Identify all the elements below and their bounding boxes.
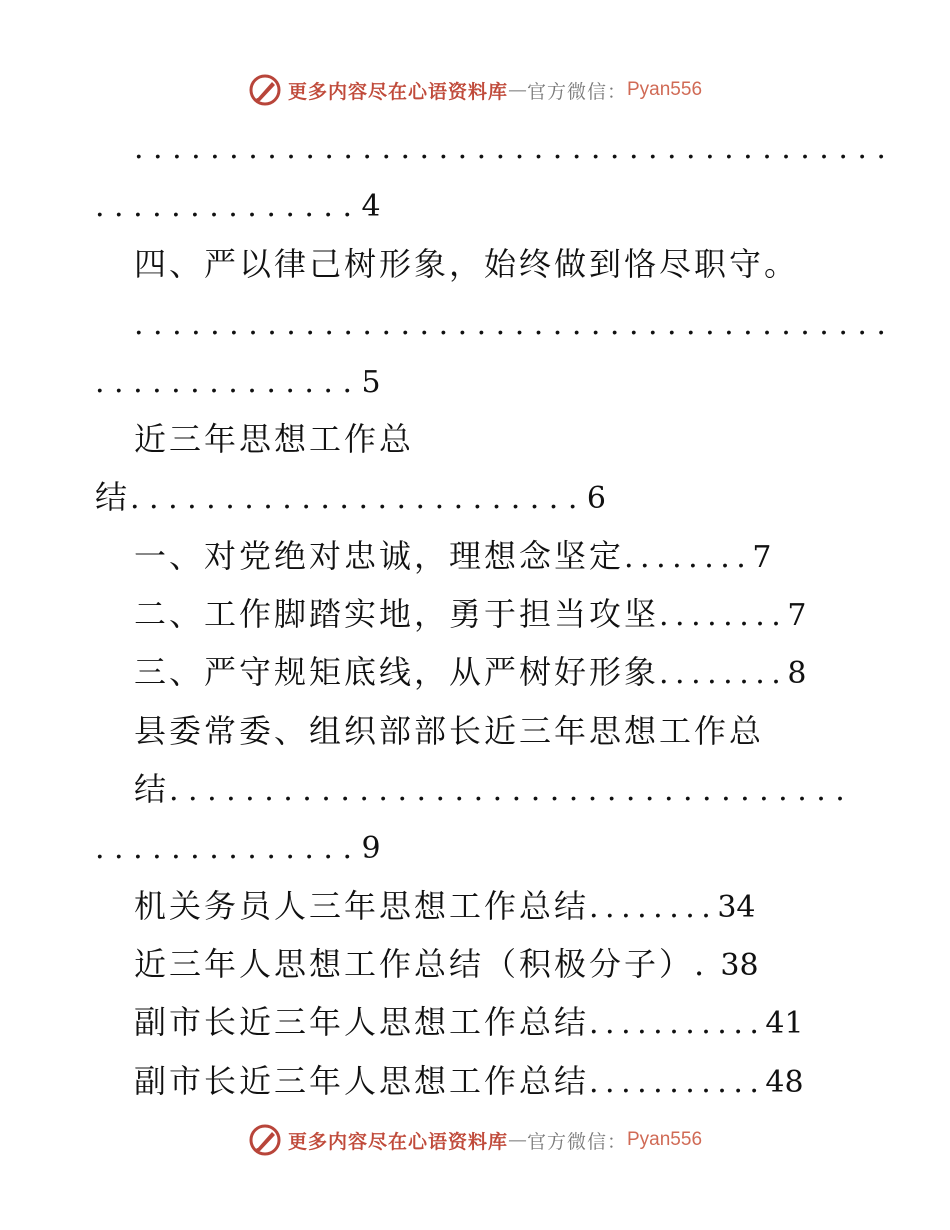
toc-page-number: 48 [765, 1065, 804, 1100]
toc-page-number: 4 [361, 189, 381, 224]
toc-page-number: 9 [361, 831, 381, 866]
toc-page-number: 6 [586, 481, 606, 516]
toc-page-number: 5 [361, 365, 381, 400]
toc-line [134, 886, 756, 928]
toc-line [134, 1002, 804, 1044]
toc-entry-title: 三、严守规矩底线，从严树好形象 [134, 653, 660, 691]
toc-line [134, 127, 895, 169]
toc-leader-dots: ........ [589, 890, 718, 925]
toc-line [134, 536, 771, 578]
toc-entry-title: 结 [95, 478, 131, 516]
toc-line [134, 711, 764, 751]
pen-logo-icon [248, 73, 282, 107]
watermark-separator: — [507, 79, 527, 101]
toc-line [95, 827, 381, 869]
toc-leader-dots: .............. [95, 189, 362, 224]
toc-entry-title: 一、对党绝对忠诚，理想念坚定 [134, 537, 625, 575]
toc-entry-title: 机关务员人三年思想工作总结 [134, 887, 590, 925]
toc-leader-dots: .............. [95, 365, 362, 400]
toc-leader-dots: ........................................ [134, 131, 896, 166]
toc-page-number: 41 [765, 1006, 804, 1041]
watermark-wechat-id: Pyan556 [627, 1129, 703, 1150]
watermark-main-text: 更多内容尽在心语资料库 [287, 80, 508, 103]
toc-line [95, 477, 606, 519]
toc-entry-title: 近三年思想工作总 [134, 420, 415, 458]
toc-line [134, 652, 806, 694]
watermark-separator: — [507, 1129, 527, 1151]
watermark-banner-top [0, 70, 950, 110]
toc-line [134, 419, 414, 459]
toc-leader-dots: ........... [589, 1006, 766, 1041]
toc-line [134, 594, 806, 636]
toc-entry-title: 二、工作脚踏实地，勇于担当攻坚 [134, 595, 660, 633]
toc-line [134, 1061, 804, 1103]
toc-page-number: 8 [787, 656, 807, 691]
watermark-label: 官方微信： [526, 80, 627, 103]
watermark-banner-bottom [0, 1120, 950, 1160]
toc-line [95, 361, 381, 403]
toc-leader-dots: .............. [95, 831, 362, 866]
toc-page-number: 7 [787, 598, 807, 633]
toc-leader-dots: ........................................ [134, 307, 896, 342]
watermark-wechat-id: Pyan556 [627, 79, 703, 100]
toc-entry-title: 结 [134, 770, 170, 808]
toc-entry-title: 副市长近三年人思想工作总结 [134, 1062, 590, 1100]
toc-entry-title: 副市长近三年人思想工作总结 [134, 1003, 590, 1041]
toc-leader-dots: ........................ [130, 481, 587, 516]
toc-leader-dots: .................................... [169, 773, 855, 808]
toc-line [134, 244, 799, 284]
pen-logo-icon [248, 1123, 282, 1157]
toc-line [134, 769, 854, 811]
toc-leader-dots: ........... [589, 1065, 766, 1100]
toc-leader-dots: ........ [659, 598, 788, 633]
toc-entry-title: 县委常委、组织部部长近三年思想工作总 [134, 712, 765, 750]
toc-line [134, 303, 895, 345]
toc-line [134, 944, 759, 986]
toc-page-number: 7 [752, 540, 772, 575]
toc-entry-title: 近三年人思想工作总结（积极分子）. [134, 945, 708, 983]
toc-page-number: 38 [720, 948, 759, 983]
toc-line [95, 185, 381, 227]
watermark-main-text: 更多内容尽在心语资料库 [287, 1130, 508, 1153]
toc-entry-title: 四、严以律己树形象，始终做到恪尽职守。 [134, 245, 800, 283]
toc-leader-dots: ........ [659, 656, 788, 691]
toc-page-number: 34 [717, 890, 756, 925]
toc-leader-dots: ........ [624, 540, 753, 575]
watermark-label: 官方微信： [526, 1130, 627, 1153]
